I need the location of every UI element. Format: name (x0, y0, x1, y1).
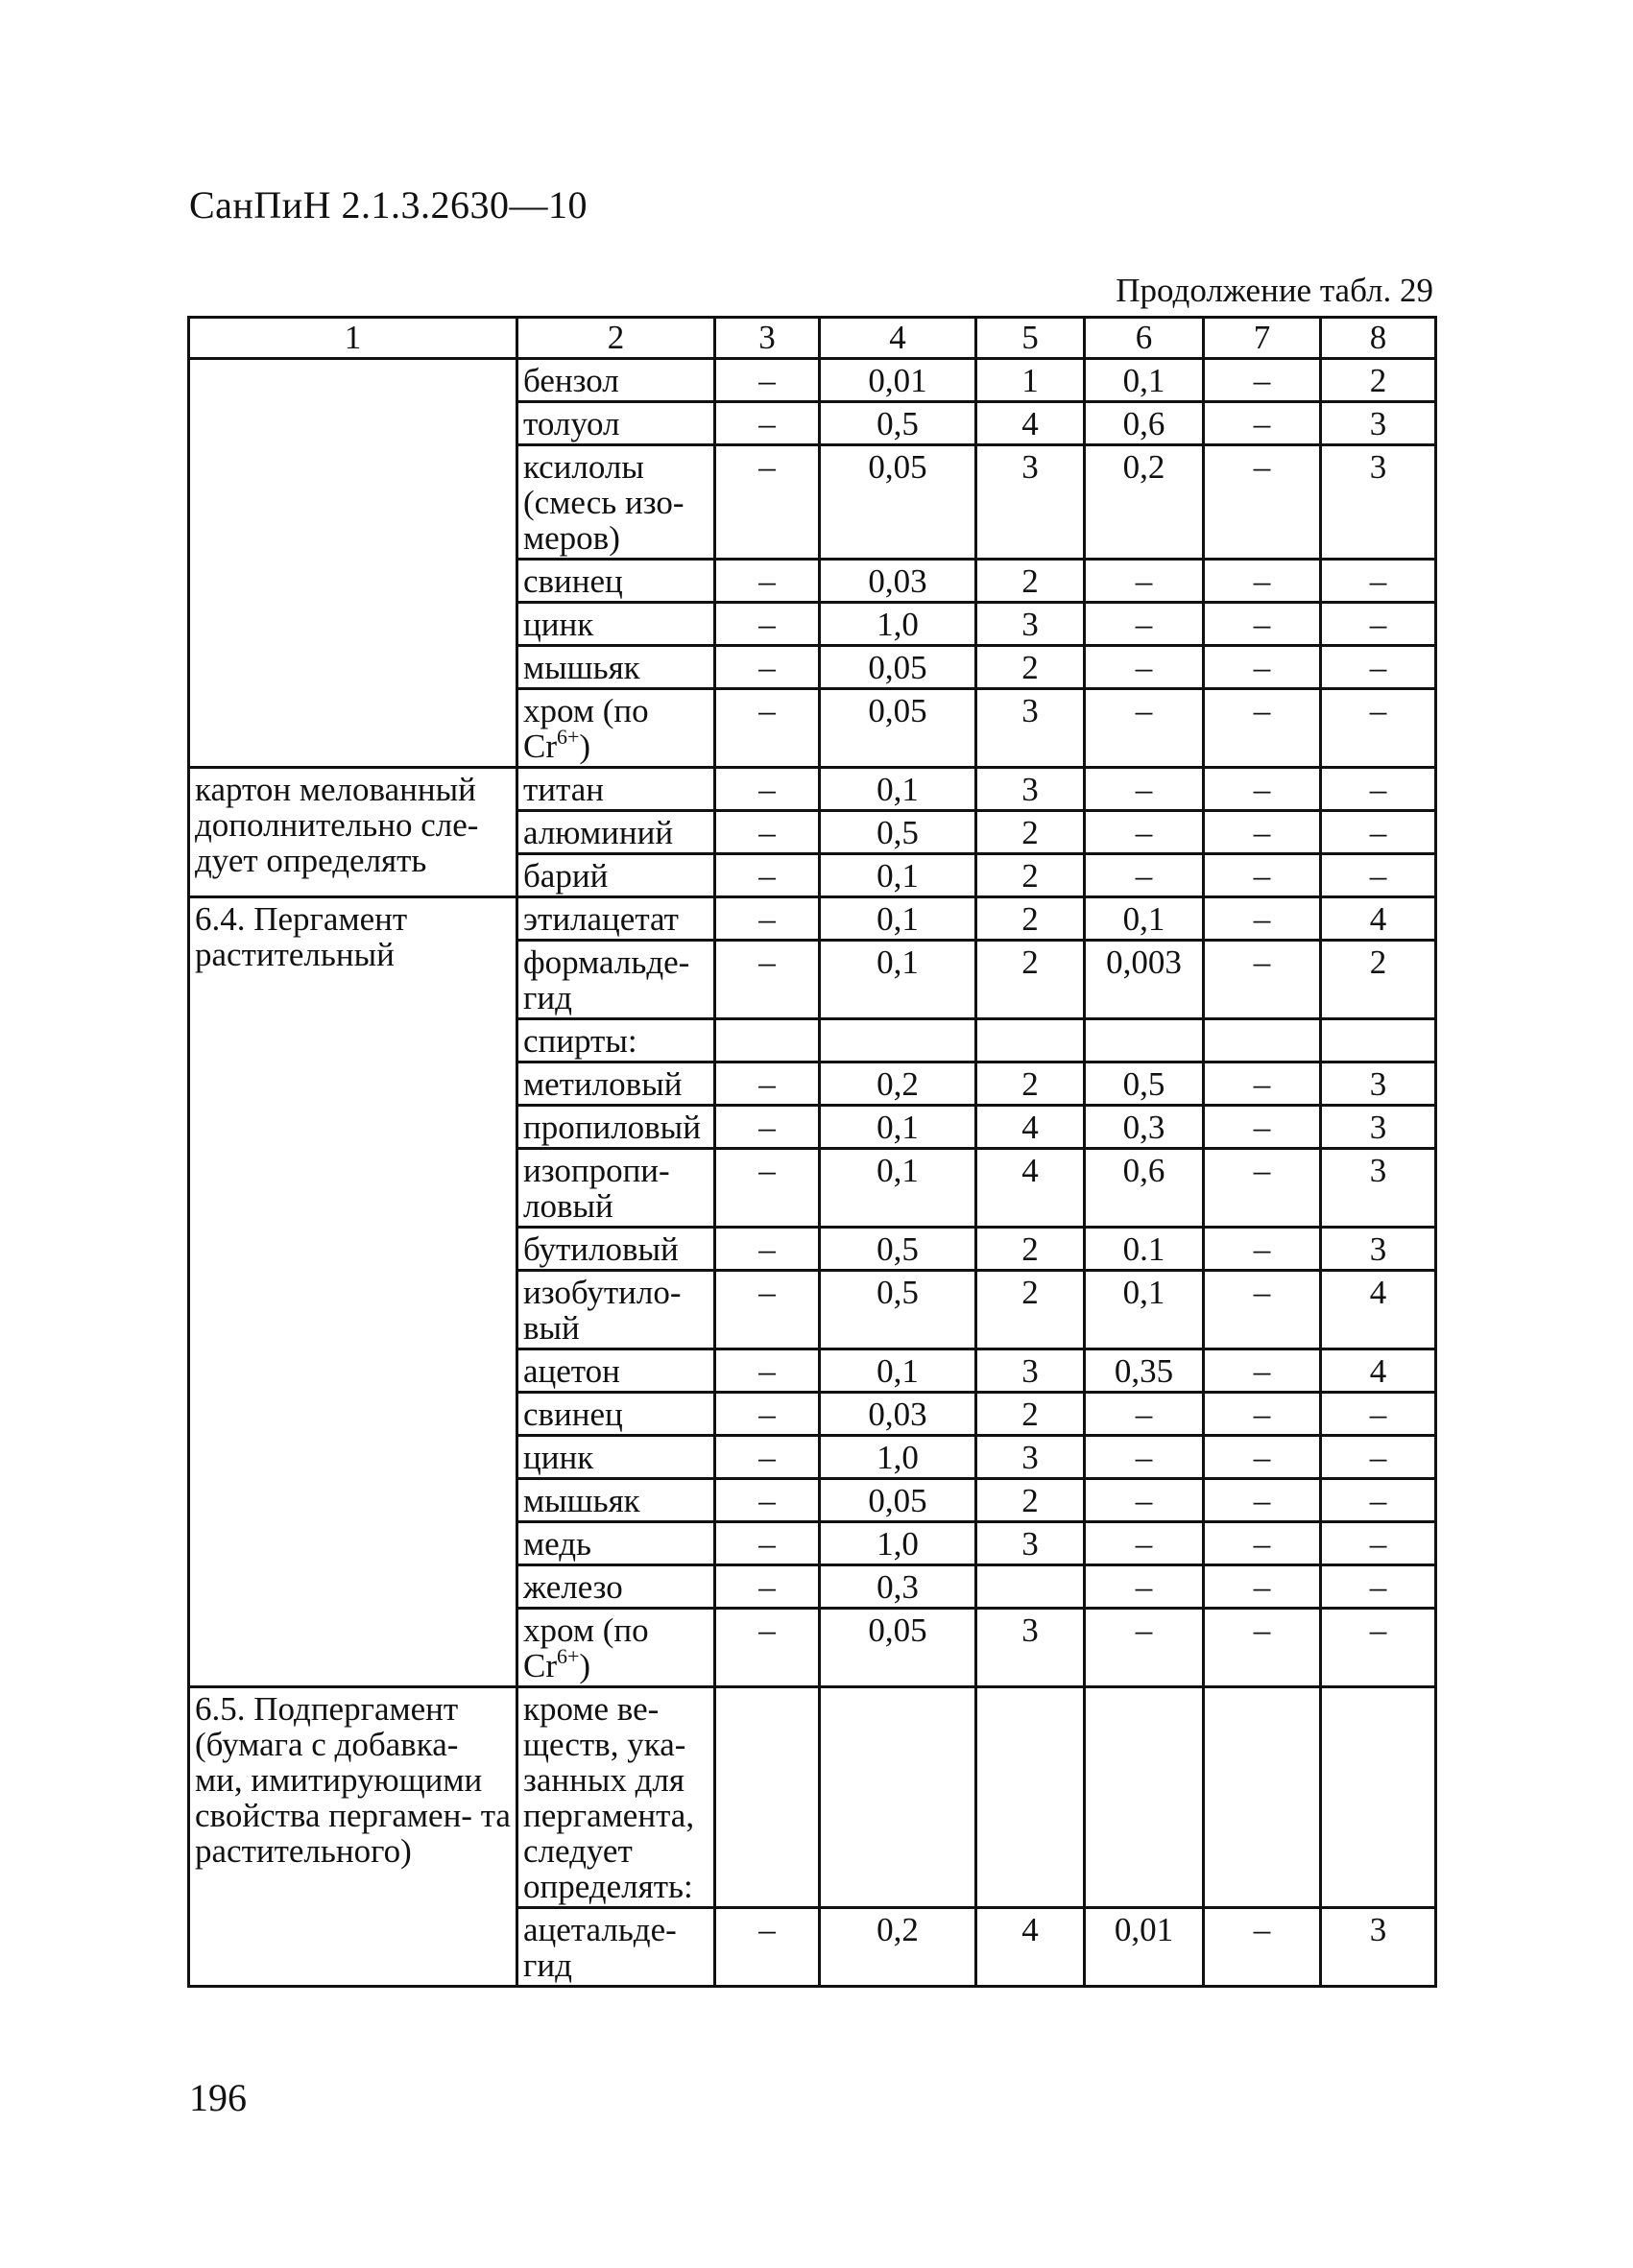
value-cell-c4: 1,0 (820, 1436, 976, 1479)
value-cell-c3: – (715, 941, 820, 1019)
substance-tail: ) (579, 728, 591, 765)
value-cell-c8: 3 (1321, 1228, 1436, 1271)
substance-cell (517, 1687, 715, 1908)
value-cell-c3: – (715, 646, 820, 689)
value-cell-c8: – (1321, 1565, 1436, 1609)
substance-name: медь (523, 1525, 591, 1563)
value-cell-c3: – (715, 359, 820, 402)
value-cell-c7: – (1204, 1479, 1321, 1522)
value-cell-c5: 3 (976, 689, 1085, 768)
substance-cell (517, 1062, 715, 1106)
value-cell-c7: – (1204, 1062, 1321, 1106)
value-cell-c3: – (715, 1479, 820, 1522)
value-cell-c5: 2 (976, 811, 1085, 854)
value-cell-c8: – (1321, 1609, 1436, 1687)
value-cell-c6: – (1085, 646, 1204, 689)
substance-cell (517, 1106, 715, 1149)
value-cell-c4: 0,3 (820, 1565, 976, 1609)
value-cell-c5: 2 (976, 1393, 1085, 1436)
value-cell-c3: – (715, 1393, 820, 1436)
substance-cell (517, 854, 715, 897)
value-cell-c4: 0,5 (820, 402, 976, 445)
value-cell-c7: – (1204, 1106, 1321, 1149)
value-cell-c7 (1204, 1019, 1321, 1062)
value-cell-c6: 0,003 (1085, 941, 1204, 1019)
value-cell-c6: 0,35 (1085, 1349, 1204, 1393)
substance-name: спирты: (523, 1022, 637, 1060)
value-cell-c5: 2 (976, 1271, 1085, 1349)
value-cell-c5: 2 (976, 854, 1085, 897)
substance-name: ацетон (523, 1352, 620, 1390)
value-cell-c8: 4 (1321, 1271, 1436, 1349)
column-header: 3 (715, 318, 820, 359)
value-cell-c5: 4 (976, 1908, 1085, 1987)
value-cell-c6: – (1085, 1436, 1204, 1479)
value-cell-c5: 3 (976, 1522, 1085, 1565)
value-cell-c7: – (1204, 768, 1321, 811)
value-cell-c7: – (1204, 1228, 1321, 1271)
value-cell-c8: – (1321, 1393, 1436, 1436)
value-cell-c3 (715, 1687, 820, 1908)
substance-name: цинк (523, 606, 594, 643)
substance-superscript: 6+ (557, 1644, 580, 1668)
value-cell-c7: – (1204, 1565, 1321, 1609)
group-label-cell (189, 359, 517, 768)
substance-cell (517, 1609, 715, 1687)
substance-name: хром (по Cr (523, 692, 649, 765)
value-cell-c4 (820, 1019, 976, 1062)
value-cell-c5: 3 (976, 768, 1085, 811)
substance-cell (517, 1271, 715, 1349)
value-cell-c5: 3 (976, 1609, 1085, 1687)
value-cell-c7: – (1204, 402, 1321, 445)
substance-cell (517, 1565, 715, 1609)
substance-name: цинк (523, 1439, 594, 1476)
value-cell-c5: 3 (976, 603, 1085, 646)
value-cell-c5: 2 (976, 1228, 1085, 1271)
value-cell-c8: – (1321, 811, 1436, 854)
value-cell-c8 (1321, 1019, 1436, 1062)
substance-cell (517, 402, 715, 445)
value-cell-c4: 0,05 (820, 1609, 976, 1687)
value-cell-c4 (820, 1687, 976, 1908)
value-cell-c6: – (1085, 1565, 1204, 1609)
substance-name: титан (523, 771, 605, 808)
value-cell-c6: – (1085, 1479, 1204, 1522)
value-cell-c4: 0,05 (820, 1479, 976, 1522)
value-cell-c8: 2 (1321, 941, 1436, 1019)
value-cell-c4: 1,0 (820, 603, 976, 646)
value-cell-c5: 3 (976, 445, 1085, 560)
value-cell-c7: – (1204, 941, 1321, 1019)
value-cell-c3: – (715, 1062, 820, 1106)
value-cell-c5: 2 (976, 897, 1085, 941)
value-cell-c5: 2 (976, 1062, 1085, 1106)
value-cell-c3: – (715, 1908, 820, 1987)
table-row (189, 768, 1436, 811)
column-header: 6 (1085, 318, 1204, 359)
value-cell-c6 (1085, 1019, 1204, 1062)
substance-name: изопропи- ловый (523, 1152, 670, 1225)
substance-name: алюминий (523, 814, 674, 851)
table-row (189, 1687, 1436, 1908)
value-cell-c5: 4 (976, 1149, 1085, 1228)
value-cell-c7: – (1204, 854, 1321, 897)
substance-cell (517, 560, 715, 603)
substance-name: хром (по Cr (523, 1611, 649, 1684)
substance-name: этилацетат (523, 900, 679, 938)
value-cell-c6: – (1085, 1609, 1204, 1687)
value-cell-c8: – (1321, 560, 1436, 603)
value-cell-c3: – (715, 603, 820, 646)
group-label-cell: 6.4. Пергамент растительный (189, 897, 517, 1687)
substance-name: железо (523, 1568, 623, 1606)
column-header: 1 (189, 318, 517, 359)
group-label-cell: картон мелованный дополнительно сле- дует определять (189, 768, 517, 897)
value-cell-c6: – (1085, 1522, 1204, 1565)
substance-cell (517, 1436, 715, 1479)
substance-name: свинец (523, 562, 623, 600)
value-cell-c6: 0,2 (1085, 445, 1204, 560)
substance-cell (517, 1479, 715, 1522)
value-cell-c5 (976, 1565, 1085, 1609)
value-cell-c7: – (1204, 1522, 1321, 1565)
substance-name: формальде- гид (523, 943, 690, 1016)
value-cell-c3: – (715, 768, 820, 811)
value-cell-c8: – (1321, 1522, 1436, 1565)
value-cell-c7: – (1204, 646, 1321, 689)
value-cell-c7: – (1204, 897, 1321, 941)
substance-cell (517, 603, 715, 646)
value-cell-c4: 0,1 (820, 1149, 976, 1228)
value-cell-c3: – (715, 811, 820, 854)
substance-tail: ) (579, 1647, 591, 1684)
column-header: 2 (517, 318, 715, 359)
value-cell-c7: – (1204, 560, 1321, 603)
value-cell-c7: – (1204, 603, 1321, 646)
value-cell-c3: – (715, 1349, 820, 1393)
column-header: 5 (976, 318, 1085, 359)
value-cell-c5 (976, 1687, 1085, 1908)
substance-cell (517, 1393, 715, 1436)
column-header: 7 (1204, 318, 1321, 359)
value-cell-c4: 0,1 (820, 768, 976, 811)
value-cell-c6: 0,1 (1085, 897, 1204, 941)
value-cell-c3: – (715, 854, 820, 897)
substance-cell (517, 811, 715, 854)
substance-name: мышьяк (523, 649, 640, 686)
substance-name: мышьяк (523, 1482, 640, 1519)
substance-cell (517, 941, 715, 1019)
substance-name: свинец (523, 1396, 623, 1433)
substance-name: бензол (523, 362, 619, 399)
value-cell-c3: – (715, 402, 820, 445)
value-cell-c5: 4 (976, 1106, 1085, 1149)
value-cell-c3: – (715, 1436, 820, 1479)
value-cell-c4: 0,1 (820, 854, 976, 897)
value-cell-c4: 0,1 (820, 941, 976, 1019)
value-cell-c5: 4 (976, 402, 1085, 445)
value-cell-c4: 0,05 (820, 689, 976, 768)
value-cell-c6 (1085, 1687, 1204, 1908)
value-cell-c7: – (1204, 1436, 1321, 1479)
value-cell-c8: 2 (1321, 359, 1436, 402)
value-cell-c8: – (1321, 646, 1436, 689)
value-cell-c6: – (1085, 811, 1204, 854)
value-cell-c3: – (715, 1565, 820, 1609)
value-cell-c8: 3 (1321, 1106, 1436, 1149)
value-cell-c3: – (715, 1609, 820, 1687)
value-cell-c8: – (1321, 1436, 1436, 1479)
substance-cell (517, 445, 715, 560)
value-cell-c4: 0,03 (820, 1393, 976, 1436)
table-row (189, 359, 1436, 402)
value-cell-c7: – (1204, 1149, 1321, 1228)
value-cell-c4: 0,03 (820, 560, 976, 603)
value-cell-c6: 0,6 (1085, 1149, 1204, 1228)
value-cell-c6: – (1085, 854, 1204, 897)
value-cell-c8 (1321, 1687, 1436, 1908)
value-cell-c3: – (715, 689, 820, 768)
substance-name: ацетальде- гид (523, 1911, 677, 1984)
value-cell-c6: 0.1 (1085, 1228, 1204, 1271)
value-cell-c7: – (1204, 811, 1321, 854)
value-cell-c7: – (1204, 1609, 1321, 1687)
value-cell-c4: 0,05 (820, 646, 976, 689)
substance-name: изобутило- вый (523, 1274, 682, 1347)
value-cell-c5: 2 (976, 646, 1085, 689)
value-cell-c8: – (1321, 689, 1436, 768)
value-cell-c4: 0,5 (820, 1271, 976, 1349)
value-cell-c8: – (1321, 603, 1436, 646)
substance-cell (517, 1228, 715, 1271)
data-table (187, 316, 1437, 1988)
value-cell-c6: 0,5 (1085, 1062, 1204, 1106)
value-cell-c8: 4 (1321, 1349, 1436, 1393)
value-cell-c6: 0,1 (1085, 1271, 1204, 1349)
value-cell-c8: 3 (1321, 1062, 1436, 1106)
substance-cell (517, 689, 715, 768)
value-cell-c4: 0,2 (820, 1908, 976, 1987)
substance-cell (517, 1019, 715, 1062)
value-cell-c4: 0,1 (820, 1106, 976, 1149)
value-cell-c8: 3 (1321, 1908, 1436, 1987)
value-cell-c7: – (1204, 1393, 1321, 1436)
substance-name: толуол (523, 405, 620, 442)
value-cell-c6: 0,3 (1085, 1106, 1204, 1149)
value-cell-c7: – (1204, 1271, 1321, 1349)
value-cell-c7: – (1204, 689, 1321, 768)
value-cell-c6: 0,6 (1085, 402, 1204, 445)
substance-cell (517, 897, 715, 941)
value-cell-c8: 3 (1321, 445, 1436, 560)
substance-cell (517, 1908, 715, 1987)
group-label-cell: 6.5. Подпергамент (бумага с добавка- ми, имитирующими свойства пергамен- та растительного) (189, 1687, 517, 1987)
value-cell-c4: 0,1 (820, 897, 976, 941)
value-cell-c5: 2 (976, 560, 1085, 603)
value-cell-c4: 0,2 (820, 1062, 976, 1106)
value-cell-c3: – (715, 1106, 820, 1149)
substance-name: бутиловый (523, 1230, 679, 1268)
substance-cell (517, 1522, 715, 1565)
value-cell-c8: 4 (1321, 897, 1436, 941)
value-cell-c3 (715, 1019, 820, 1062)
table-header-row (189, 318, 1436, 359)
value-cell-c5: 1 (976, 359, 1085, 402)
value-cell-c6: – (1085, 1393, 1204, 1436)
column-header: 4 (820, 318, 976, 359)
substance-cell (517, 1349, 715, 1393)
value-cell-c5: 2 (976, 1479, 1085, 1522)
value-cell-c7: – (1204, 1349, 1321, 1393)
substance-cell (517, 1149, 715, 1228)
value-cell-c8: – (1321, 768, 1436, 811)
substance-name: кроме ве- ществ, ука- занных для пергамента, следует определять: (523, 1690, 695, 1905)
value-cell-c5: 3 (976, 1349, 1085, 1393)
value-cell-c6: – (1085, 689, 1204, 768)
value-cell-c5: 2 (976, 941, 1085, 1019)
value-cell-c3: – (715, 1522, 820, 1565)
value-cell-c8: 3 (1321, 1149, 1436, 1228)
value-cell-c3: – (715, 897, 820, 941)
value-cell-c8: – (1321, 1479, 1436, 1522)
value-cell-c4: 0,01 (820, 359, 976, 402)
substance-cell (517, 646, 715, 689)
value-cell-c3: – (715, 1149, 820, 1228)
value-cell-c5 (976, 1019, 1085, 1062)
value-cell-c5: 3 (976, 1436, 1085, 1479)
substance-superscript: 6+ (557, 725, 580, 749)
substance-name: пропиловый (523, 1109, 701, 1146)
value-cell-c6: – (1085, 768, 1204, 811)
substance-name: метиловый (523, 1065, 683, 1103)
value-cell-c3: – (715, 560, 820, 603)
substance-cell (517, 359, 715, 402)
substance-name: барий (523, 857, 609, 895)
substance-name: ксилолы (смесь изо- меров) (523, 448, 684, 557)
table-row (189, 897, 1436, 941)
value-cell-c6: 0,1 (1085, 359, 1204, 402)
value-cell-c3: – (715, 1271, 820, 1349)
value-cell-c6: – (1085, 603, 1204, 646)
value-cell-c7: – (1204, 359, 1321, 402)
page-number: 196 (189, 2076, 247, 2119)
value-cell-c8: 3 (1321, 402, 1436, 445)
document-header: СанПиН 2.1.3.2630—10 (189, 183, 588, 227)
column-header: 8 (1321, 318, 1436, 359)
substance-cell (517, 768, 715, 811)
value-cell-c7: – (1204, 445, 1321, 560)
value-cell-c3: – (715, 445, 820, 560)
table-continuation-label: Продолжение табл. 29 (1116, 272, 1433, 309)
value-cell-c6: – (1085, 560, 1204, 603)
value-cell-c4: 0,5 (820, 1228, 976, 1271)
value-cell-c7 (1204, 1687, 1321, 1908)
value-cell-c7: – (1204, 1908, 1321, 1987)
value-cell-c4: 1,0 (820, 1522, 976, 1565)
value-cell-c4: 0,5 (820, 811, 976, 854)
value-cell-c8: – (1321, 854, 1436, 897)
value-cell-c6: 0,01 (1085, 1908, 1204, 1987)
value-cell-c4: 0,05 (820, 445, 976, 560)
data-table-container (187, 316, 1434, 1988)
value-cell-c4: 0,1 (820, 1349, 976, 1393)
value-cell-c3: – (715, 1228, 820, 1271)
